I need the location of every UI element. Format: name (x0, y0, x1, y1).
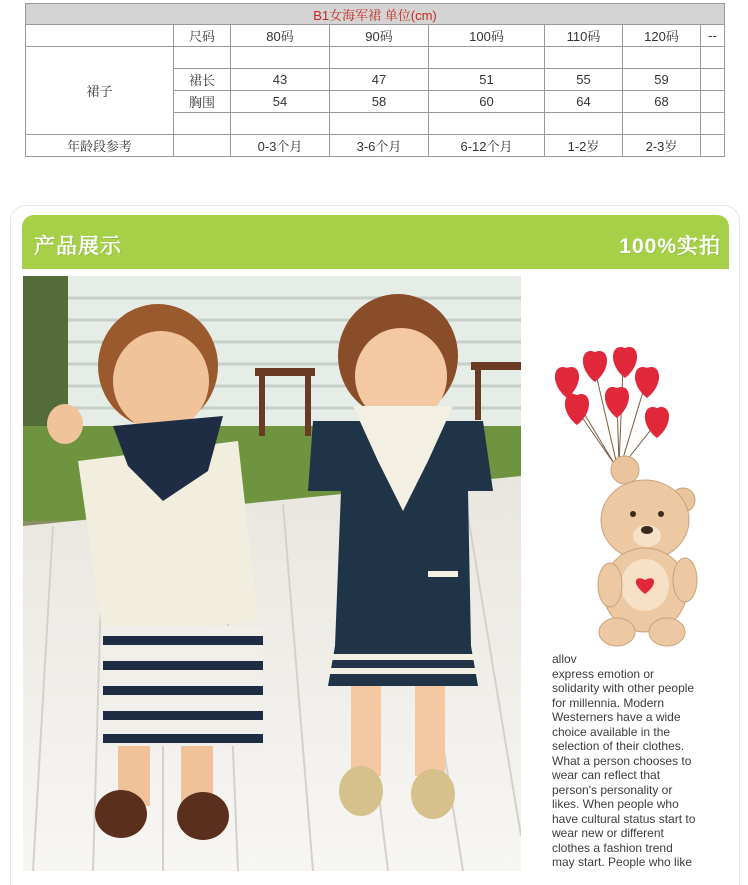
empty-cell (429, 113, 545, 135)
age-value: 3-6个月 (330, 135, 429, 157)
showcase-title: 产品展示 (34, 235, 122, 258)
empty-cell (701, 135, 725, 157)
empty-cell (701, 69, 725, 91)
row-label: 胸围 (174, 91, 231, 113)
age-value: 0-3个月 (231, 135, 330, 157)
cell-value: 64 (545, 91, 623, 113)
empty-cell (174, 113, 231, 135)
empty-cell (701, 91, 725, 113)
teddy-bear (598, 456, 697, 646)
empty-cell (545, 47, 623, 69)
empty-cell (701, 47, 725, 69)
header-cell: 90码 (330, 25, 429, 47)
empty-cell (623, 47, 701, 69)
age-label: 年龄段参考 (26, 135, 174, 157)
header-cell: 100码 (429, 25, 545, 47)
product-photo (23, 276, 521, 871)
real-photo-badge: 100%实拍 (619, 235, 721, 258)
header-row (26, 25, 725, 47)
header-cell: -- (701, 25, 725, 47)
row-group-label: 裙子 (26, 47, 174, 135)
empty-cell (429, 47, 545, 69)
age-value: 6-12个月 (429, 135, 545, 157)
age-value: 2-3岁 (623, 135, 701, 157)
cell-value: 59 (623, 69, 701, 91)
cell-value: 68 (623, 91, 701, 113)
empty-cell (174, 47, 231, 69)
empty-cell (545, 113, 623, 135)
empty-cell (623, 113, 701, 135)
caption-text: allov express emotion or solidarity with other people for millennia. Modern Westerners have a wide choice available in the selection of their clothes. What a person chooses to wear can reflect that person's personality or likes. When people who have cultural status start to wear new or different clothes a fashion trend may start. People who like (552, 652, 696, 869)
heart-balloons (555, 347, 669, 438)
header-cell: 80码 (231, 25, 330, 47)
age-value: 1-2岁 (545, 135, 623, 157)
empty-cell (231, 47, 330, 69)
cell-value: 54 (231, 91, 330, 113)
cell-value: 55 (545, 69, 623, 91)
showcase-header-bar (22, 215, 729, 269)
table-row (26, 47, 725, 69)
empty-cell (330, 47, 429, 69)
table-title: B1女海军裙 单位(cm) (26, 4, 725, 25)
cell-value: 58 (330, 91, 429, 113)
empty-cell (701, 113, 725, 135)
header-cell: 110码 (545, 25, 623, 47)
size-table (25, 3, 725, 157)
header-cell: 尺码 (174, 25, 231, 47)
empty-cell (330, 113, 429, 135)
empty-cell (231, 113, 330, 135)
teddy-bear-balloons-illustration (545, 340, 705, 650)
cell-value: 47 (330, 69, 429, 91)
header-cell: 120码 (623, 25, 701, 47)
empty-cell (174, 135, 231, 157)
cell-value: 43 (231, 69, 330, 91)
cell-value: 51 (429, 69, 545, 91)
age-row (26, 135, 725, 157)
cell-value: 60 (429, 91, 545, 113)
header-cell (26, 25, 174, 47)
row-label: 裙长 (174, 69, 231, 91)
